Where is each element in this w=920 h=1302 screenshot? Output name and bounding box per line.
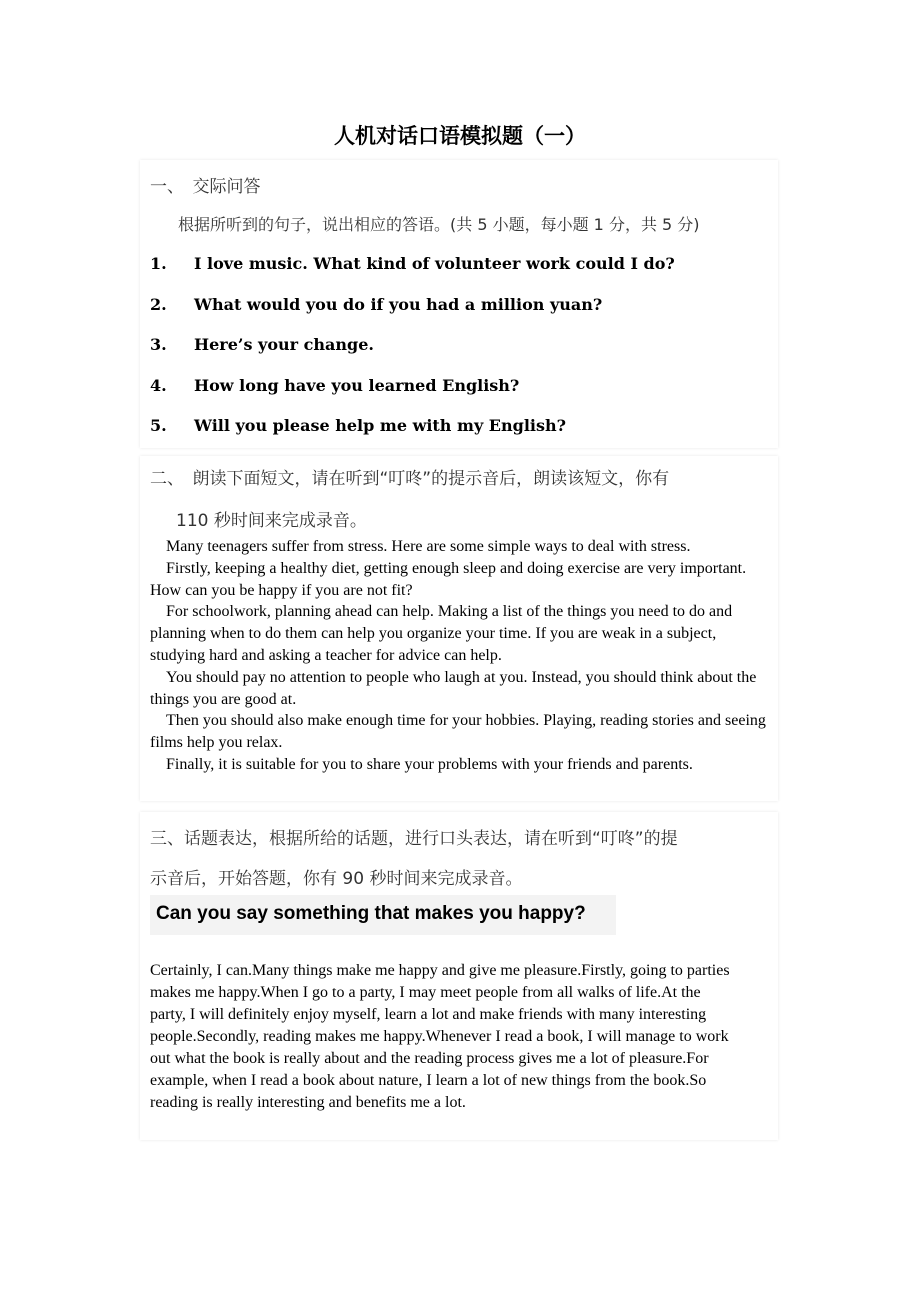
question-text: Here’s your change.	[194, 335, 374, 354]
question-item	[150, 254, 675, 273]
sample-answer: Certainly, I can.Many things make me happy and give me pleasure.Firstly, going to parties makes me happy.When I go to a party, I may meet people from all walks of life.At the party, I will definitely enjoy myself, learn a lot and make friends with many interesting people.Secondly, reading makes me happy.Whenever I read a book, I will manage to work out what the book is really about and the reading process gives me a lot of pleasure.For example, when I read a book about nature, I learn a lot of new things from the book.So reading is really interesting and benefits me a lot.	[150, 962, 730, 1111]
section-topic-expression	[140, 812, 778, 1140]
question-text: How long have you learned English?	[194, 376, 520, 395]
question-number: 1.	[150, 254, 167, 273]
topic-question: Can you say something that makes you happy?	[156, 903, 586, 924]
section2-heading: 二、 朗读下面短文，请在听到“叮咚”的提示音后，朗读该短文，你有	[150, 469, 670, 489]
question-number: 5.	[150, 416, 167, 435]
passage-paragraph: Finally, it is suitable for you to share your problems with your friends and parents.	[166, 755, 693, 773]
question-text: Will you please help me with my English?	[194, 416, 566, 435]
question-item	[150, 335, 374, 354]
passage-paragraph: Firstly, keeping a healthy diet, getting enough sleep and doing exercise are very important. How can you be happy if you are not fit?	[150, 559, 747, 599]
question-item	[150, 376, 519, 395]
section1-heading: 一、 交际问答	[150, 177, 261, 197]
passage-paragraph: Many teenagers suffer from stress. Here are some simple ways to deal with stress.	[166, 538, 691, 555]
passage-paragraph: You should pay no attention to people who laugh at you. Instead, you should think about the things you are good at.	[150, 668, 757, 708]
section-reading	[140, 456, 778, 801]
section3-heading-cont: 示音后，开始答题，你有 90 秒时间来完成录音。	[150, 869, 523, 889]
question-item	[150, 295, 602, 314]
section2-heading-cont: 110 秒时间来完成录音。	[176, 511, 367, 531]
question-number: 2.	[150, 295, 167, 314]
page-title: 人机对话口语模拟题（一）	[334, 124, 586, 148]
passage-paragraph: Then you should also make enough time for your hobbies. Playing, reading stories and seeing films help you relax.	[150, 712, 766, 752]
section3-heading: 三、话题表达，根据所给的话题，进行口头表达，请在听到“叮咚”的提	[150, 829, 678, 849]
topic-box	[150, 895, 616, 935]
question-number: 3.	[150, 335, 167, 354]
section-communication	[140, 160, 778, 448]
question-text: I love music. What kind of volunteer work could I do?	[194, 254, 675, 273]
question-number: 4.	[150, 376, 167, 395]
question-item	[150, 416, 566, 435]
passage-paragraph: For schoolwork, planning ahead can help. Making a list of the things you need to do and planning when to do them can help you organize your time. If you are weak in a subject, studying hard and asking a teacher for advice can help.	[150, 603, 733, 664]
section1-instruction: 根据所听到的句子，说出相应的答语。(共 5 小题，每小题 1 分，共 5 分)	[178, 215, 700, 234]
question-text: What would you do if you had a million yuan?	[194, 295, 603, 314]
reading-passage	[150, 536, 770, 776]
